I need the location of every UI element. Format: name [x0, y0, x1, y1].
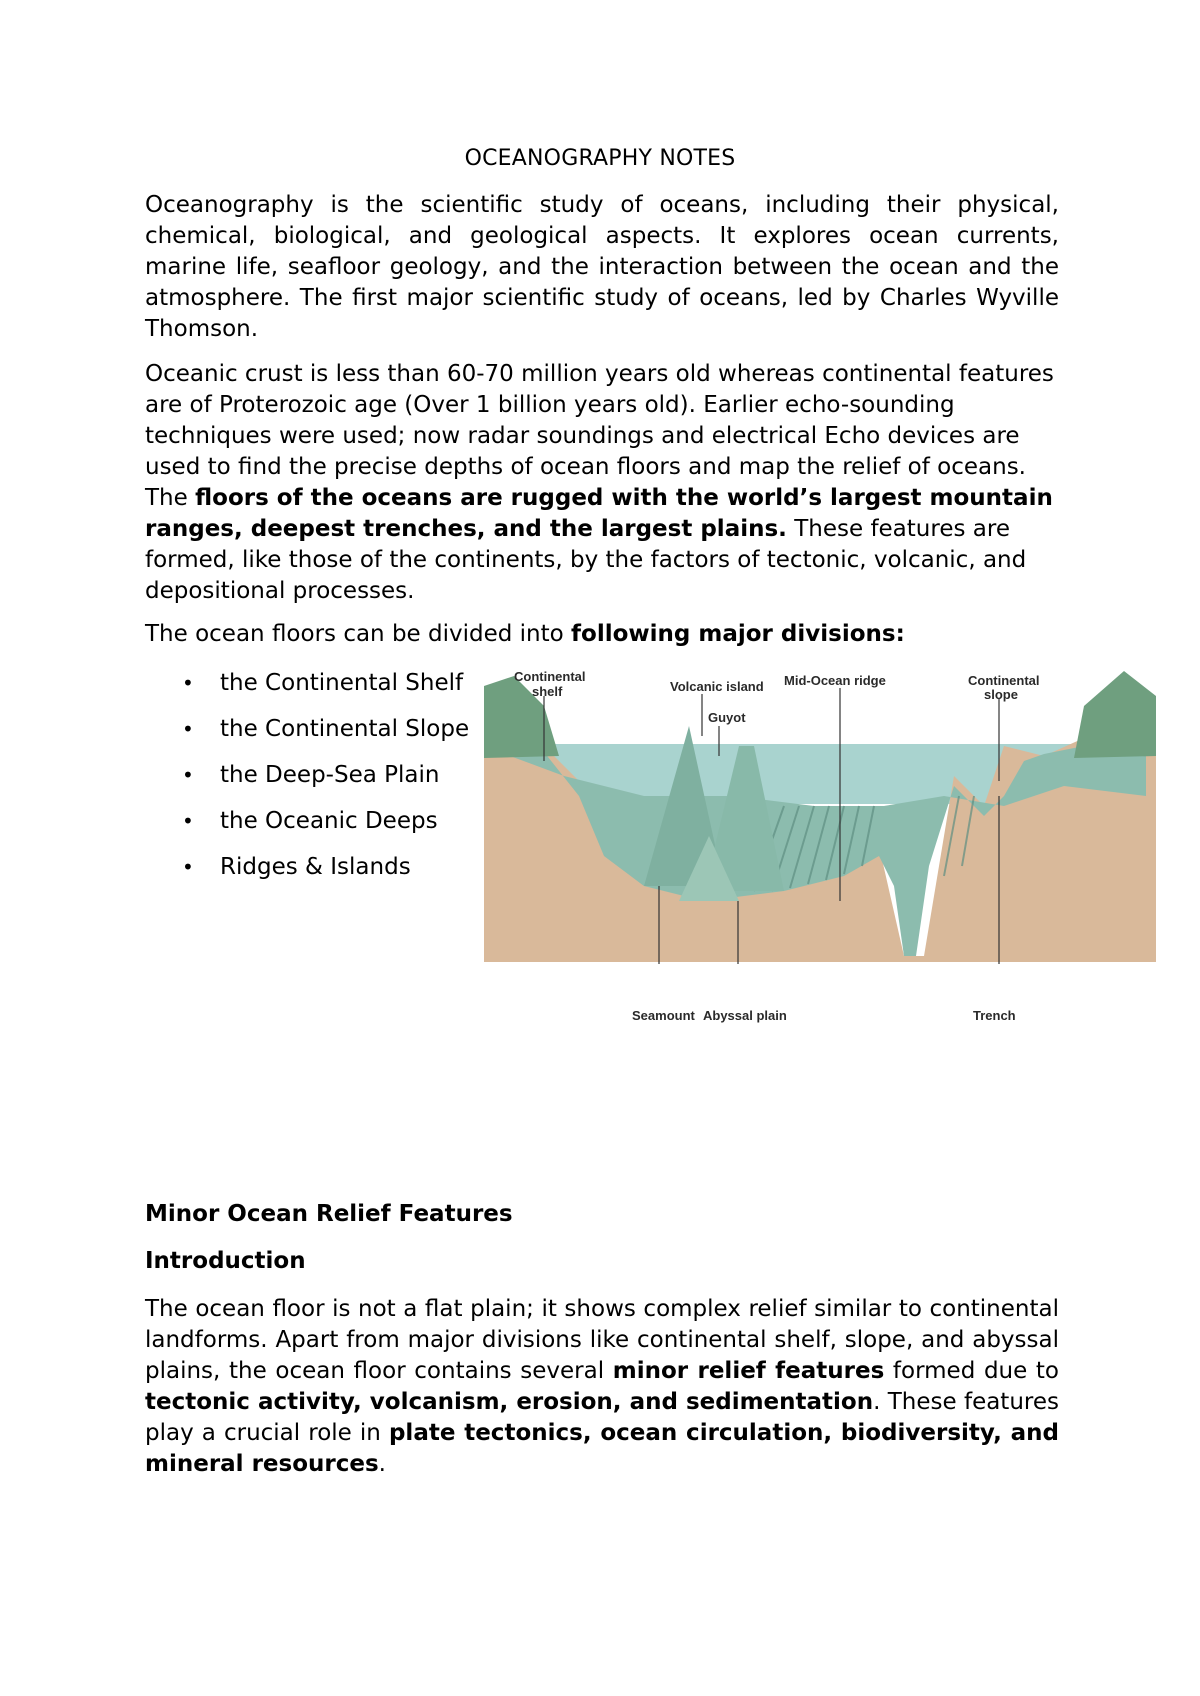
division-label: the Continental Shelf [220, 670, 464, 696]
bullet-icon: • [182, 763, 194, 787]
minor-features-paragraph [145, 1294, 1059, 1480]
list-item [160, 852, 480, 883]
minor-bold-1: minor relief features [612, 1358, 885, 1384]
divisions-intro [145, 619, 1059, 650]
division-label: Ridges & Islands [220, 854, 411, 880]
minor-text-4: . [378, 1451, 386, 1477]
divisions-list [160, 668, 480, 898]
label-volcanic-island: Volcanic island [670, 679, 764, 694]
bullet-icon: • [182, 855, 194, 879]
label-trench: Trench [973, 1008, 1016, 1023]
land-right [1074, 671, 1156, 758]
label-continental-slope-1: Continental [968, 673, 1040, 688]
minor-text-3: . These features play a crucial role in [145, 1389, 1059, 1446]
list-item [160, 668, 480, 699]
bullet-icon: • [182, 809, 194, 833]
minor-text-1: The ocean floor is not a flat plain; it shows complex relief similar to continental landforms. Apart from major divisions like continental shelf, slope, and abyssal plains, the ocean floor contains several [145, 1296, 1059, 1384]
division-label: the Deep-Sea Plain [220, 762, 440, 788]
label-mid-ocean-ridge: Mid-Ocean ridge [784, 673, 886, 688]
label-seamount: Seamount [632, 1008, 695, 1023]
introduction-heading: Introduction [145, 1248, 306, 1274]
minor-text-2: formed due to [884, 1358, 1060, 1384]
minor-features-heading: Minor Ocean Relief Features [145, 1201, 513, 1227]
list-item [160, 806, 480, 837]
crust-paragraph [145, 359, 1059, 607]
crust-text-1: Oceanic crust is less than 60-70 million years old whereas continental features are of Proterozoic age (Over 1 billion years old). Earlier echo-sounding techniques were used; now radar soundings and electrical Echo devices are used to find the precise depths of ocean floors and map the relief of oceans. The [145, 361, 1054, 511]
bullet-icon: • [182, 671, 194, 695]
ocean-floor-diagram [484, 666, 1156, 1028]
label-continental-shelf-1: Continental [514, 669, 586, 684]
divisions-intro-bold: following major divisions: [571, 621, 905, 647]
division-label: the Continental Slope [220, 716, 470, 742]
minor-bold-2: tectonic activity, volcanism, erosion, and sedimentation [145, 1389, 874, 1415]
list-item [160, 714, 480, 745]
intro-paragraph: Oceanography is the scientific study of oceans, including their physical, chemical, biological, and geological aspects. It explores ocean currents, marine life, seafloor geology, and the interaction between the ocean and the atmosphere. The first major scientific study of oceans, led by Charles Wyville Thomson. [145, 192, 1059, 342]
bullet-icon: • [182, 717, 194, 741]
page-title: OCEANOGRAPHY NOTES [464, 146, 736, 171]
division-label: the Oceanic Deeps [220, 808, 438, 834]
label-continental-slope-2: slope [984, 687, 1018, 702]
list-item [160, 760, 480, 791]
divisions-intro-text: The ocean floors can be divided into [145, 621, 572, 647]
label-abyssal-plain: Abyssal plain [703, 1008, 787, 1023]
label-continental-shelf-2: shelf [532, 684, 563, 699]
minor-bold-3: plate tectonics, ocean circulation, biodiversity, and mineral resources [145, 1420, 1059, 1477]
crust-text-2: These features are formed, like those of the continents, by the factors of tectonic, volcanic, and depositional processes. [145, 516, 1027, 604]
label-guyot: Guyot [708, 710, 746, 725]
crust-bold-text: floors of the oceans are rugged with the world’s largest mountain ranges, deepest trenches, and the largest plains. [145, 485, 1053, 542]
